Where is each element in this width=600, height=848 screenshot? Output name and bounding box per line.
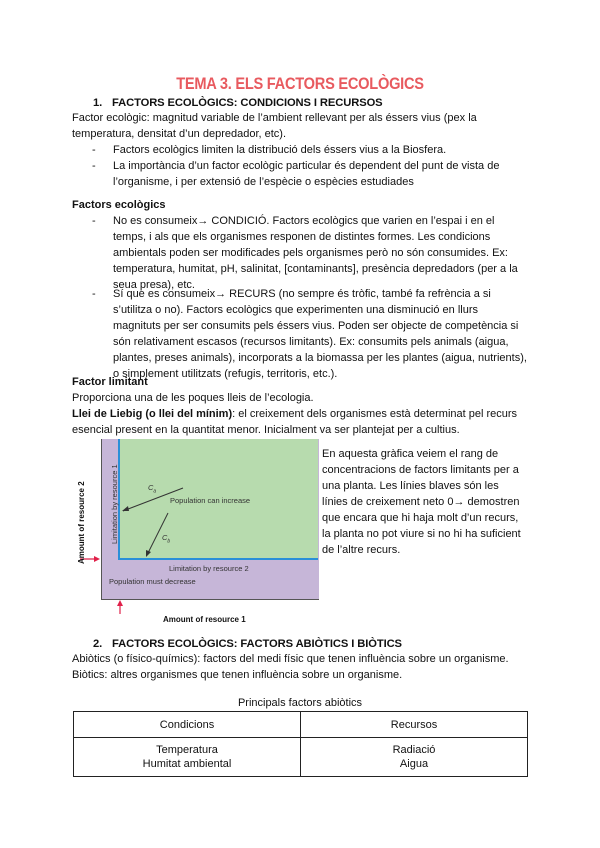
table-header-cell: Recursos	[301, 712, 528, 738]
liebig-law-line-2: esencial present en la quantitat menor. Inicialment va ser plantejat per a cultius.	[72, 424, 460, 436]
red-arrow-right-icon	[94, 556, 100, 562]
arrow-head-icon	[122, 506, 129, 511]
section-1-heading	[93, 97, 383, 109]
figure-caption: En aquesta gràfica veiem el rang de concentracions de factors limitants per a una planta. Les línies blaves són les línies de creixement neto 0→ demostren que encara que hi haja molt d’un recurs, la planta no pot viure si no hi ha suficient de l’altre recurs.	[322, 448, 521, 556]
biotics-definition: Biòtics: altres organismes que tenen influència sobre un organisme.	[72, 669, 403, 681]
ca-label: $C_a$	[148, 483, 157, 495]
limiting-text: Proporciona una de les poques lleis de l’ecologia.	[72, 392, 314, 404]
section-number: 2.	[93, 638, 103, 650]
abiotic-factors-table	[73, 711, 528, 777]
page-title: TEMA 3. ELS FACTORS ECOLÒGICS	[176, 74, 424, 93]
subheading-limiting-factor: Factor limitant	[72, 376, 148, 388]
list-item-resource: - Sí que es consumeix→ RECURS (no sempre és tròfic, també fa refrència a si s’utilitza o no). Factors ecològics que experimenten una disminució en llurs magnituts per ser consumits pels éssers vius. Poden ser objecte de competència si són relativament escasos (recursos limitants). Ex: consumits pels animals (aigua, plantes, preses animals), incorporats a la biomassa per les plantes (aigua, nutrients), o simplement utilitzats (refugis, territoris, etc.).	[92, 288, 527, 380]
definition-line-1: Factor ecològic: magnitud variable de l’ambient rellevant per als éssers vius (pex la	[72, 112, 477, 124]
section-number: 1.	[93, 97, 103, 109]
table-caption: Principals factors abiòtics	[237, 697, 363, 709]
table-cell: Temperatura Humitat ambiental	[74, 738, 301, 777]
x-axis-label: Amount of resource 1	[163, 615, 246, 624]
limitation-resource-2-label: Limitation by resource 2	[169, 564, 249, 573]
section-title: FACTORS ECOLÒGICS: FACTORS ABIÒTICS I BIÒTICS	[112, 638, 402, 650]
arrows-overlay	[70, 436, 318, 628]
section-title: FACTORS ECOLÒGICS: CONDICIONS I RECURSOS	[112, 97, 383, 109]
red-arrow-up-icon	[117, 600, 123, 606]
list-item: - Factors ecològics limiten la distribució dels éssers vius a la Biosfera.	[92, 144, 447, 156]
liebig-law-term: Llei de Liebig (o llei del mínim)	[72, 408, 233, 420]
cb-label: $C_b$	[162, 533, 171, 545]
subheading-factors: Factors ecològics	[72, 199, 166, 211]
y-axis-label: Amount of resource 2	[77, 481, 86, 564]
population-increase-label: Population can increase	[170, 496, 251, 505]
table-row	[74, 738, 528, 777]
liebig-law-line-1: Llei de Liebig (o llei del mínim): el creixement dels organismes està determinat pel recurs	[72, 408, 518, 420]
arrow-head-icon	[146, 550, 151, 557]
list-item-condition: - No es consumeix→ CONDICIÓ. Factors ecològics que varien en l’espai i en el temps, i als que els organismes responen de distintes formes. Les condicions ambientals poden ser modificades pels organismes però no són consumides. Ex: temperatura, humitat, pH, salinitat, [contaminants], presència depredadors (per a la seua presa), etc.	[92, 215, 518, 291]
table-header-cell: Condicions	[74, 712, 301, 738]
definition-line-2: temperatura, densitat d’un depredador, etc).	[72, 128, 287, 140]
table-cell: Radiació Aigua	[301, 738, 528, 777]
list-item: - La importància d’un factor ecològic particular és dependent del punt de vista de l’organisme, i per extensió de l’espècie o espècies estudiades	[92, 160, 500, 188]
abiotics-definition: Abiòtics (o físico-químics): factors del medi físic que tenen influència sobre un organisme.	[72, 653, 509, 665]
liebig-resource-diagram	[70, 436, 318, 628]
population-decrease-label: Population must decrease	[109, 577, 196, 586]
table-header-row	[74, 712, 528, 738]
section-2-heading	[93, 638, 402, 650]
limitation-resource-1-label: Limitation by resource 1	[110, 464, 119, 544]
